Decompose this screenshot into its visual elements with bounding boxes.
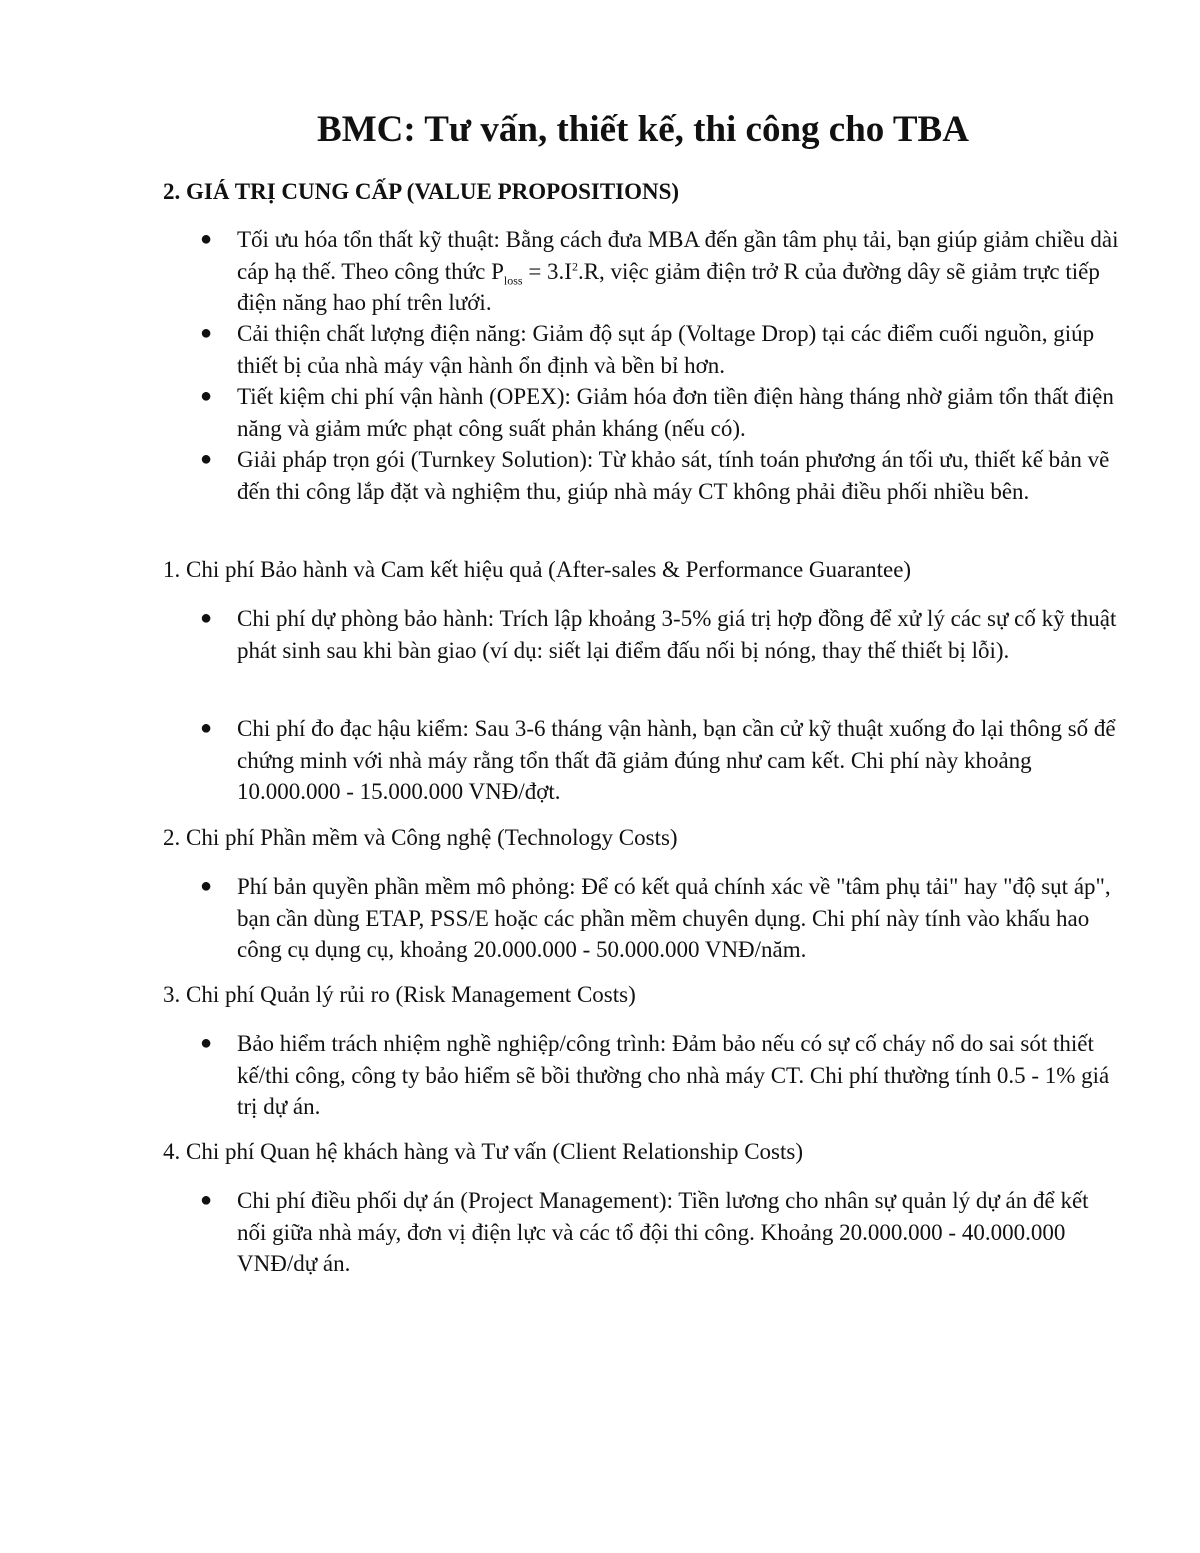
section-heading-value-propositions: 2. GIÁ TRỊ CUNG CẤP (VALUE PROPOSITIONS) xyxy=(163,179,680,204)
bullet-icon: ● xyxy=(200,1032,213,1054)
bullet-icon: ● xyxy=(200,717,213,739)
bullet-icon: ● xyxy=(200,448,213,470)
bullet-icon: ● xyxy=(200,385,213,407)
list-item: ● Tiết kiệm chi phí vận hành (OPEX): Giảm hóa đơn tiền điện hàng tháng nhờ giảm tổn thất điện năng và giảm mức phạt công suất phản kháng (nếu có). xyxy=(237,381,1122,444)
list-item: ● Chi phí đo đạc hậu kiểm: Sau 3-6 tháng vận hành, bạn cần cử kỹ thuật xuống đo lại thông số để chứng minh với nhà máy rằng tổn thất đã giảm đúng như cam kết. Chi phí này khoảng 10.000.000 - 15.000.000 VNĐ/đợt. xyxy=(237,713,1122,808)
list-item: ● Bảo hiểm trách nhiệm nghề nghiệp/công trình: Đảm bảo nếu có sự cố cháy nổ do sai sót thiết kế/thi công, công ty bảo hiểm sẽ bồi thường cho nhà máy CT. Chi phí thường tính 0.5 - 1% giá trị dự án. xyxy=(237,1028,1122,1123)
list-item: ● Chi phí dự phòng bảo hành: Trích lập khoảng 3-5% giá trị hợp đồng để xử lý các sự cố kỹ thuật phát sinh sau khi bàn giao (ví dụ: siết lại điểm đấu nối bị nóng, thay thế thiết bị lỗi). xyxy=(237,603,1122,666)
list-item: ● Chi phí điều phối dự án (Project Management): Tiền lương cho nhân sự quản lý dự án để kết nối giữa nhà máy, đơn vị điện lực và các tổ đội thi công. Khoảng 20.000.000 - 40.000.000 VNĐ/dự án. xyxy=(237,1185,1122,1280)
list-item: ● Giải pháp trọn gói (Turnkey Solution): Từ khảo sát, tính toán phương án tối ưu, thiết kế bản vẽ đến thi công lắp đặt và nghiệm thu, giúp nhà máy CT không phải điều phối nhiều bên. xyxy=(237,444,1122,507)
list-item: ● Cải thiện chất lượng điện năng: Giảm độ sụt áp (Voltage Drop) tại các điểm cuối nguồn, giúp thiết bị của nhà máy vận hành ổn định và bền bỉ hơn. xyxy=(237,318,1122,381)
list-item: ● Tối ưu hóa tổn thất kỹ thuật: Bằng cách đưa MBA đến gần tâm phụ tải, bạn giúp giảm chiều dài cáp hạ thế. Theo công thức $P_{loss} = 3.I^2.R$, việc giảm điện trở R của đường dây sẽ giảm trực tiếp điện năng hao phí trên lưới. xyxy=(237,224,1122,319)
section-heading-risk-management: 3. Chi phí Quản lý rủi ro (Risk Management Costs) xyxy=(163,982,636,1007)
page-title: BMC: Tư vấn, thiết kế, thi công cho TBA xyxy=(317,109,969,150)
section-heading-technology-costs: 2. Chi phí Phần mềm và Công nghệ (Technology Costs) xyxy=(163,825,678,850)
section-heading-after-sales: 1. Chi phí Bảo hành và Cam kết hiệu quả (After-sales & Performance Guarantee) xyxy=(163,557,912,582)
bullet-icon: ● xyxy=(200,1189,213,1211)
section-heading-client-relationship: 4. Chi phí Quan hệ khách hàng và Tư vấn (Client Relationship Costs) xyxy=(163,1139,803,1164)
bullet-icon: ● xyxy=(200,322,213,344)
bullet-icon: ● xyxy=(200,607,213,629)
bullet-icon: ● xyxy=(200,875,213,897)
bullet-icon: ● xyxy=(200,228,213,250)
list-item: ● Phí bản quyền phần mềm mô phỏng: Để có kết quả chính xác về "tâm phụ tải" hay "độ sụt áp", bạn cần dùng ETAP, PSS/E hoặc các phần mềm chuyên dụng. Chi phí này tính vào khấu hao công cụ dụng cụ, khoảng 20.000.000 - 50.000.000 VNĐ/năm. xyxy=(237,871,1122,966)
